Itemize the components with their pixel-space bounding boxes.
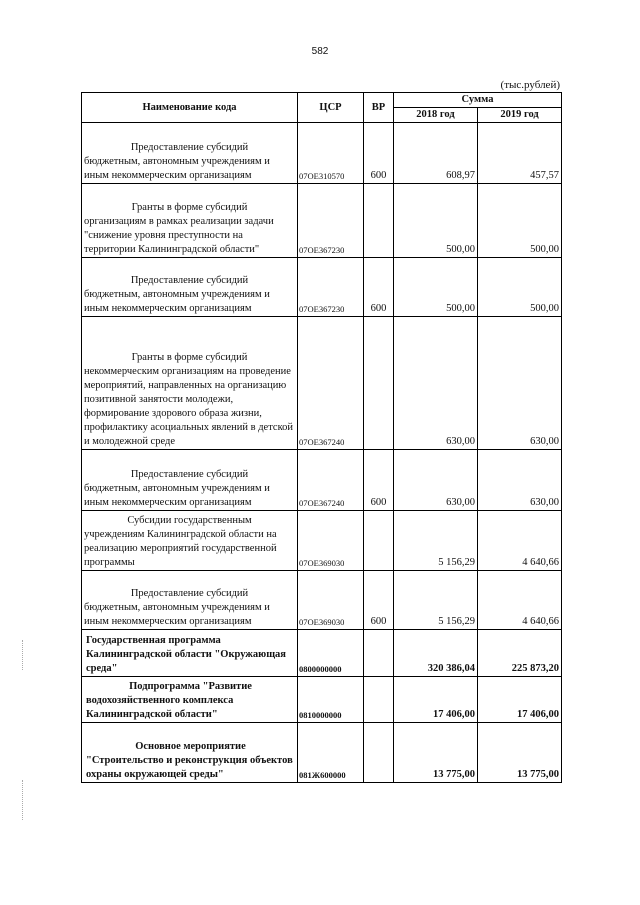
row-2019: 630,00 xyxy=(478,450,562,511)
row-name-first: Подпрограмма "Развитие xyxy=(129,681,252,692)
header-year-2018: 2018 год xyxy=(394,108,478,123)
row-name xyxy=(82,571,298,630)
unit-label: (тыс.рублей) xyxy=(500,79,560,91)
row-vr: 600 xyxy=(364,450,394,511)
row-name-first: Основное мероприятие xyxy=(135,741,246,752)
row-name-rest: водохозяйственного комплекса Калининградской области" xyxy=(86,695,234,720)
row-csr: 0800000000 xyxy=(298,630,364,677)
row-2019: 630,00 xyxy=(478,317,562,450)
row-csr: 07ОЕ367230 xyxy=(298,184,364,258)
row-name xyxy=(82,123,298,184)
table-row xyxy=(82,123,562,184)
header-sum: Сумма xyxy=(394,93,562,108)
row-vr: 600 xyxy=(364,123,394,184)
row-name xyxy=(82,511,298,571)
row-2019: 13 775,00 xyxy=(478,723,562,783)
row-vr xyxy=(364,630,394,677)
row-name xyxy=(82,317,298,450)
header-csr: ЦСР xyxy=(298,93,364,123)
scan-mark xyxy=(22,780,24,820)
row-name-rest: бюджетным, автономным учреждениям и иным некоммерческим организациям xyxy=(84,156,270,181)
row-name xyxy=(82,677,298,723)
table-row xyxy=(82,630,562,677)
row-name-rest: учреждениям Калининградской области на реализацию мероприятий государственной программы xyxy=(84,529,277,568)
header-year-2019: 2019 год xyxy=(478,108,562,123)
row-2019: 500,00 xyxy=(478,184,562,258)
row-csr: 07ОЕ310570 xyxy=(298,123,364,184)
row-2018: 630,00 xyxy=(394,450,478,511)
row-name-rest: бюджетным, автономным учреждениям и иным некоммерческим организациям xyxy=(84,483,270,508)
row-vr: 600 xyxy=(364,571,394,630)
header-name: Наименование кода xyxy=(82,93,298,123)
row-2019: 4 640,66 xyxy=(478,511,562,571)
table-row xyxy=(82,184,562,258)
row-name xyxy=(82,630,298,677)
row-2018: 630,00 xyxy=(394,317,478,450)
table-row xyxy=(82,511,562,571)
table-row xyxy=(82,677,562,723)
row-name-rest: "Строительство и реконструкция объектов охраны окружающей среды" xyxy=(86,755,293,780)
row-2019: 225 873,20 xyxy=(478,630,562,677)
row-name-first: Предоставление субсидий xyxy=(130,275,249,286)
row-2018: 5 156,29 xyxy=(394,511,478,571)
row-name xyxy=(82,258,298,317)
row-name-rest: некоммерческим организациям на проведение мероприятий, направленных на организацию позитивной занятости молодежи, формирование здорового образа жизни, профилактику асоциальных явлений в детской и молодежной среде xyxy=(84,366,294,447)
row-csr: 07ОЕ369030 xyxy=(298,511,364,571)
row-2018: 320 386,04 xyxy=(394,630,478,677)
row-name-first: Субсидии государственным xyxy=(127,515,252,526)
row-2018: 13 775,00 xyxy=(394,723,478,783)
row-name-first: Предоставление субсидий xyxy=(130,469,249,480)
row-csr: 07ОЕ367230 xyxy=(298,258,364,317)
row-name-first: Гранты в форме субсидий xyxy=(131,352,248,363)
row-vr xyxy=(364,317,394,450)
row-vr: 600 xyxy=(364,258,394,317)
row-vr xyxy=(364,677,394,723)
row-csr: 081Ж600000 xyxy=(298,723,364,783)
row-name-rest: организациям в рамках реализации задачи "снижение уровня преступности на территории Калининградской области" xyxy=(84,216,274,255)
row-name-first: Предоставление субсидий xyxy=(130,142,249,153)
row-2019: 17 406,00 xyxy=(478,677,562,723)
row-2018: 500,00 xyxy=(394,258,478,317)
budget-table-container xyxy=(81,92,561,783)
row-name-first: Предоставление субсидий xyxy=(130,588,249,599)
header-vr: ВР xyxy=(364,93,394,123)
row-csr: 0810000000 xyxy=(298,677,364,723)
row-2018: 500,00 xyxy=(394,184,478,258)
row-name xyxy=(82,184,298,258)
row-2018: 17 406,00 xyxy=(394,677,478,723)
row-csr: 07ОЕ369030 xyxy=(298,571,364,630)
page-number: 582 xyxy=(311,46,329,57)
row-vr xyxy=(364,723,394,783)
row-2019: 457,57 xyxy=(478,123,562,184)
row-vr xyxy=(364,184,394,258)
row-name-rest: Калининградской области "Окружающая среда" xyxy=(86,649,286,674)
row-name-first: Государственная программа xyxy=(86,635,221,646)
table-row xyxy=(82,317,562,450)
row-name xyxy=(82,723,298,783)
row-name-first: Гранты в форме субсидий xyxy=(131,202,248,213)
row-2019: 4 640,66 xyxy=(478,571,562,630)
table-row xyxy=(82,258,562,317)
row-name-rest: бюджетным, автономным учреждениям и иным некоммерческим организациям xyxy=(84,289,270,314)
row-2018: 5 156,29 xyxy=(394,571,478,630)
row-name xyxy=(82,450,298,511)
scan-mark xyxy=(22,640,24,670)
row-csr: 07ОЕ367240 xyxy=(298,317,364,450)
row-2019: 500,00 xyxy=(478,258,562,317)
row-2018: 608,97 xyxy=(394,123,478,184)
row-vr xyxy=(364,511,394,571)
row-csr: 07ОЕ367240 xyxy=(298,450,364,511)
budget-table xyxy=(81,92,562,783)
row-name-rest: бюджетным, автономным учреждениям и иным некоммерческим организациям xyxy=(84,602,270,627)
table-row xyxy=(82,450,562,511)
table-row xyxy=(82,723,562,783)
table-row xyxy=(82,571,562,630)
